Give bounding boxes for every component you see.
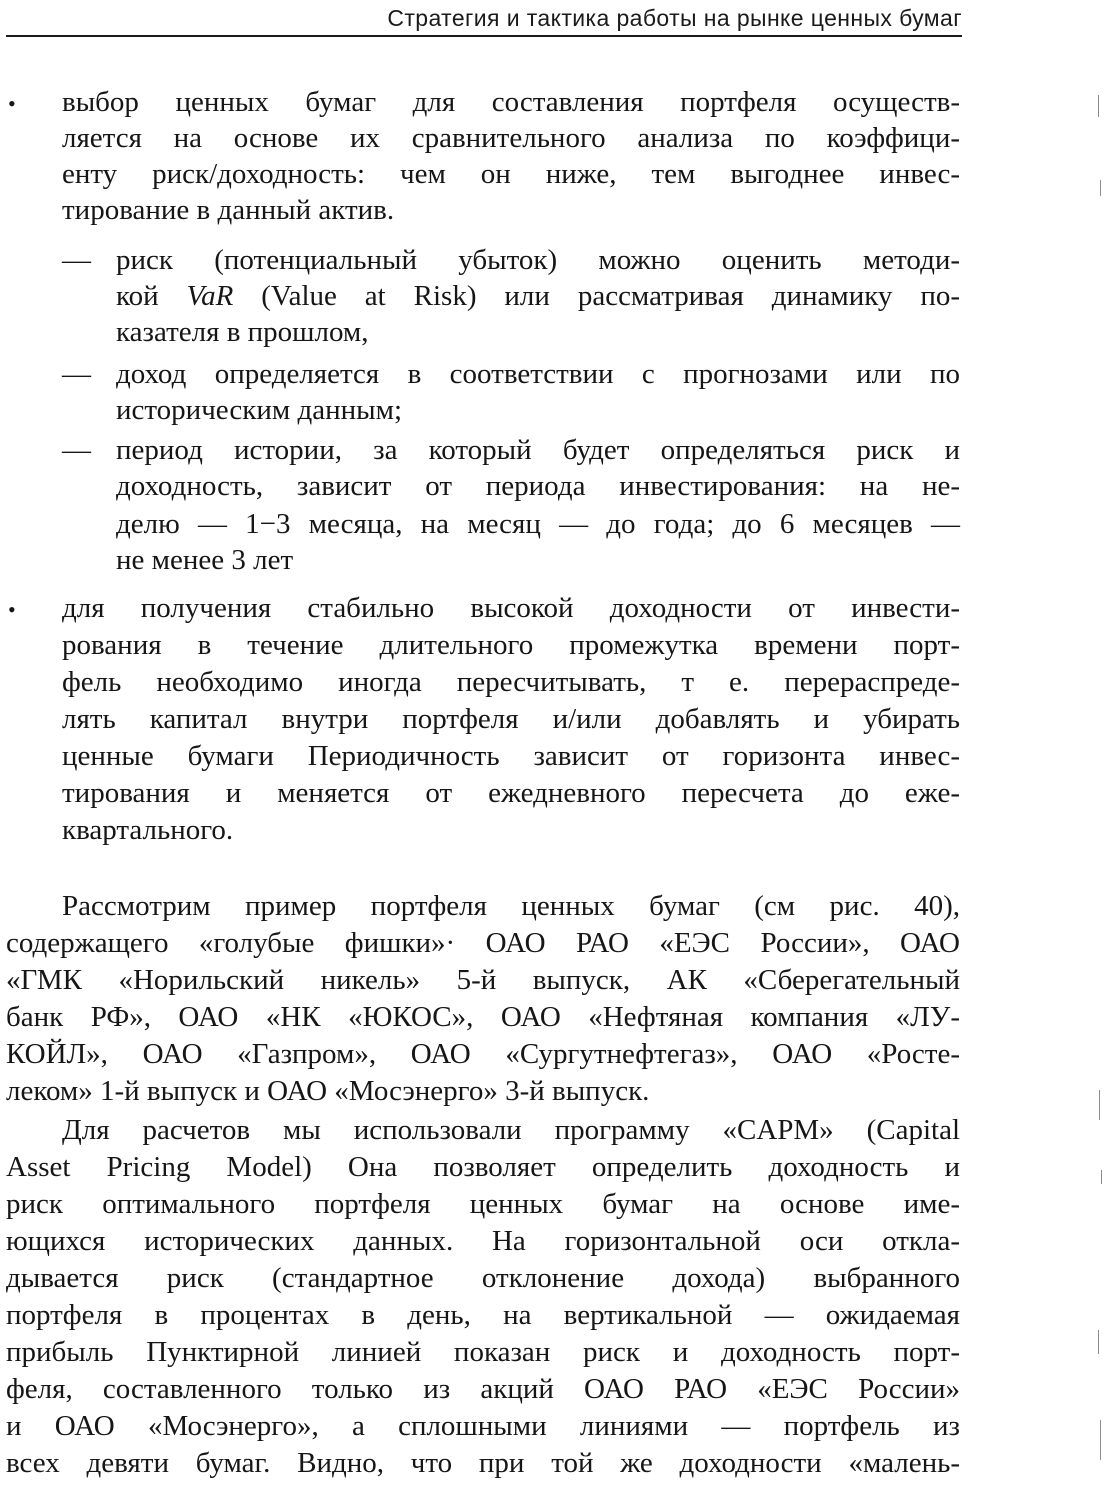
paragraph-line: Для расчетов мы использовали программу «CAPM» (Capital xyxy=(62,1114,960,1146)
running-head-title: Стратегия и тактика работы на рынке ценных бумаг xyxy=(387,5,962,31)
bullet-line: рования в течение длительного промежутка времени порт- xyxy=(62,629,960,661)
dash-icon: — xyxy=(62,434,91,466)
dash-icon: — xyxy=(62,244,91,276)
paragraph-line: всех девяти бумаг. Видно, что при той же доходности «малень- xyxy=(6,1447,960,1479)
paragraph-line: риск оптимального портфеля ценных бумаг на основе име- xyxy=(6,1188,960,1220)
paragraph-line: КОЙЛ», ОАО «Газпром», ОАО «Сургутнефтегаз», ОАО «Ростe- xyxy=(6,1038,960,1070)
header-rule xyxy=(6,35,962,37)
scan-mark xyxy=(1098,1330,1099,1354)
scan-mark xyxy=(1101,1170,1102,1184)
paragraph-line: содержащего «голубые фишки»· ОАО РАО «ЕЭС России», ОАО xyxy=(6,927,960,959)
bullet-line: лять капитал внутри портфеля и/или добавлять и убирать xyxy=(62,703,960,735)
bullet-icon: • xyxy=(8,91,16,116)
dash-icon: — xyxy=(62,358,91,390)
bullet-line: ценные бумаги Периодичность зависит от горизонта инвес- xyxy=(62,740,960,772)
bullet-line: выбор ценных бумаг для составления портфеля осуществ- xyxy=(62,86,960,118)
paragraph-line: леком» 1-й выпуск и ОАО «Мосэнерго» 3-й выпуск. xyxy=(6,1075,650,1107)
var-term: VaR xyxy=(186,280,234,312)
paragraph-line: банк РФ», ОАО «НК «ЮКОС», ОАО «Нефтяная компания «ЛУ- xyxy=(6,1001,960,1033)
bullet-line: енту риск/доходность: чем он ниже, тем выгоднее инвес- xyxy=(62,158,960,190)
scan-mark xyxy=(1100,180,1101,196)
bullet-line: квартального. xyxy=(62,814,234,846)
bullet-line: фель необходимо иногда пересчитывать, т е. перераспреде- xyxy=(62,666,960,698)
subitem-line: казателя в прошлом, xyxy=(116,316,369,348)
text-run: кой xyxy=(116,280,187,312)
paragraph-line: феля, составленного только из акций ОАО РАО «ЕЭС России» xyxy=(6,1373,960,1405)
bullet-line: ляется на основе их сравнительного анализа по коэффици- xyxy=(62,122,960,154)
subitem-line: риск (потенциальный убыток) можно оценить методи- xyxy=(116,244,960,276)
paragraph-line: ющихся исторических данных. На горизонтальной оси откла- xyxy=(6,1225,960,1257)
subitem-line: период истории, за который будет определяться риск и xyxy=(116,434,960,466)
paragraph-line: дывается риск (стандартное отклонение дохода) выбранного xyxy=(6,1262,960,1294)
bullet-line: тирования и меняется от ежедневного пересчета до еже- xyxy=(62,777,960,809)
paragraph-line: Рассмотрим пример портфеля ценных бумаг (см рис. 40), xyxy=(62,890,960,922)
text-run: (Value at Risk) или рассматривая динамику по- xyxy=(233,280,960,312)
subitem-line: доход определяется в соответствии с прогнозами или по xyxy=(116,358,960,390)
subitem-line: делю — 1−3 месяца, на месяц — до года; до 6 месяцев — xyxy=(116,508,960,540)
subitem-line: историческим данным; xyxy=(116,394,403,426)
subitem-line-var xyxy=(116,278,960,314)
paragraph-line: Asset Pricing Model) Она позволяет определить доходность и xyxy=(6,1151,960,1183)
paragraph-line: и ОАО «Мосэнерго», а сплошными линиями — портфель из xyxy=(6,1410,960,1442)
subitem-line: доходность, зависит от периода инвестирования: на не- xyxy=(116,470,960,502)
bullet-icon: • xyxy=(8,597,16,622)
scan-mark xyxy=(1098,95,1099,117)
paragraph-line: прибыль Пунктирной линией показан риск и доходность порт- xyxy=(6,1336,960,1368)
paragraph-line: портфеля в процентах в день, на вертикальной — ожидаемая xyxy=(6,1299,960,1331)
scan-mark xyxy=(1100,1420,1101,1460)
scan-mark xyxy=(1099,1090,1100,1120)
bullet-line: для получения стабильно высокой доходности от инвести- xyxy=(62,592,960,624)
bullet-line: тирование в данный актив. xyxy=(62,194,395,226)
subitem-line: не менее 3 лет xyxy=(116,544,294,576)
running-head xyxy=(0,0,962,36)
paragraph-line: «ГМК «Норильский никель» 5-й выпуск, АК «Сберегательный xyxy=(6,964,960,996)
